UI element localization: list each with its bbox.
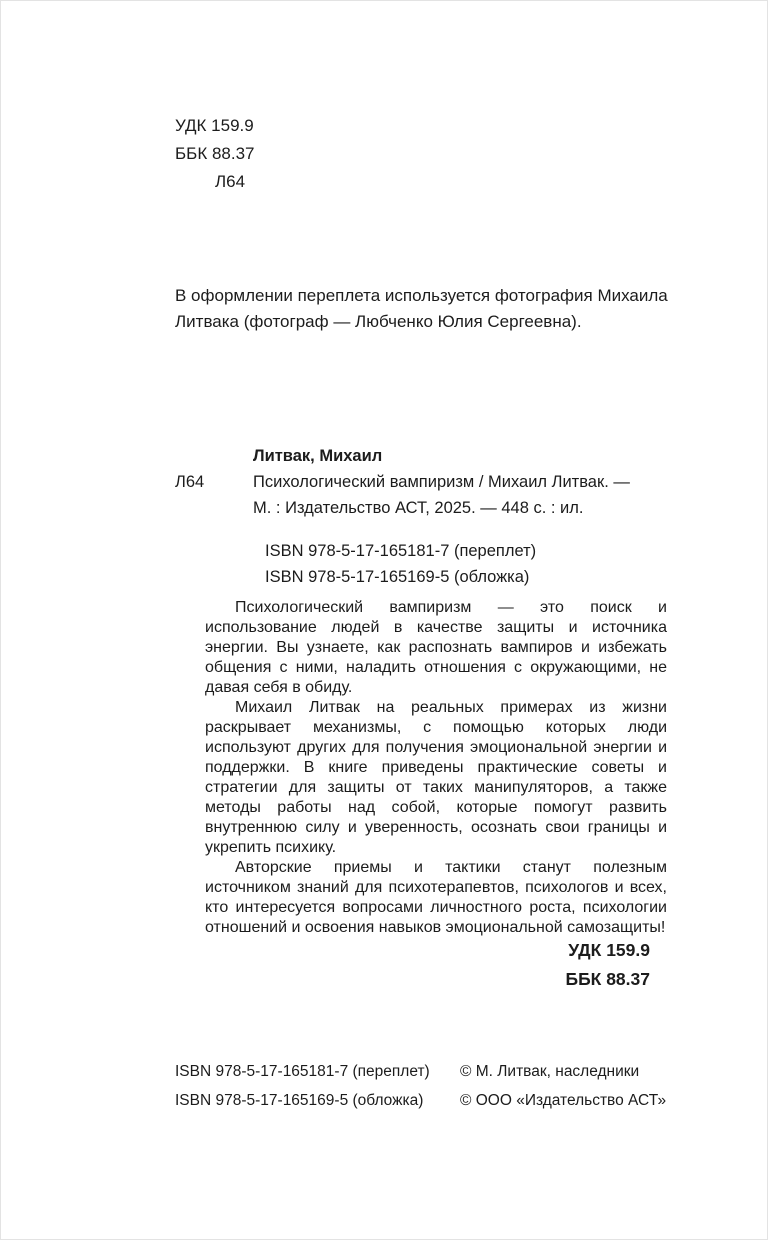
catalog-entry — [175, 443, 675, 521]
udk-code: УДК 159.9 — [175, 116, 254, 135]
catalog-imprint-line: М. : Издательство АСТ, 2025. — 448 с. : ил. — [253, 499, 584, 517]
footer-copyright-publisher: © ООО «Издательство АСТ» — [460, 1092, 667, 1109]
footer — [175, 1057, 680, 1115]
footer-isbn-paperback: ISBN 978-5-17-165169-5 (обложка) — [175, 1092, 424, 1109]
footer-isbn-hardcover: ISBN 978-5-17-165181-7 (переплет) — [175, 1063, 430, 1080]
isbn-block — [265, 538, 536, 590]
catalog-gutter-empty — [175, 443, 253, 469]
author-sign-code: Л64 — [215, 172, 246, 191]
catalog-code: Л64 — [175, 473, 205, 491]
top-classification-codes — [175, 112, 254, 196]
catalog-gutter-empty — [175, 495, 253, 521]
isbn-paperback: ISBN 978-5-17-165169-5 (обложка) — [265, 568, 530, 586]
bbk-code-bold: ББК 88.37 — [565, 969, 650, 989]
annotation-paragraph: Психологический вампиризм — это поиск и использование людей в качестве защиты и источника энергии. Вы узнаете, как распознать вампиров и избежать общения с ними, наладить отношения с окружающими, не давая себя в обиду. — [205, 599, 667, 696]
annotation-paragraph: Михаил Литвак на реальных примерах из жизни раскрывает механизмы, с помощью которых люди используют других для получения эмоциональной энергии и поддержки. В книге приведены практические советы и стратегии для защиты от таких манипуляторов, а также методы работы над собой, которые помогут развить внутреннюю силу и уверенность, осознать свои границы и укрепить психику. — [205, 699, 667, 856]
bbk-code: ББК 88.37 — [175, 144, 255, 163]
classification-codes-bold — [566, 936, 651, 994]
isbn-hardcover: ISBN 978-5-17-165181-7 (переплет) — [265, 542, 537, 560]
udk-code-bold: УДК 159.9 — [568, 940, 650, 960]
annotation-paragraph: Авторские приемы и тактики станут полезным источником знаний для психотерапевтов, психологов и всех, кто интересуется вопросами личностного роста, психологии отношений и освоения навыков эмоциональной самозащиты! — [205, 859, 667, 936]
footer-copyright-author: © М. Литвак, наследники — [460, 1063, 640, 1080]
photo-credit: В оформлении переплета используется фотография Михаила Литвака (фотограф — Любченко Юлия Сергеевна). — [175, 286, 668, 331]
catalog-title-line: Психологический вампиризм / Михаил Литвак. — — [253, 473, 630, 491]
annotation — [205, 598, 667, 938]
catalog-author: Литвак, Михаил — [253, 447, 383, 465]
